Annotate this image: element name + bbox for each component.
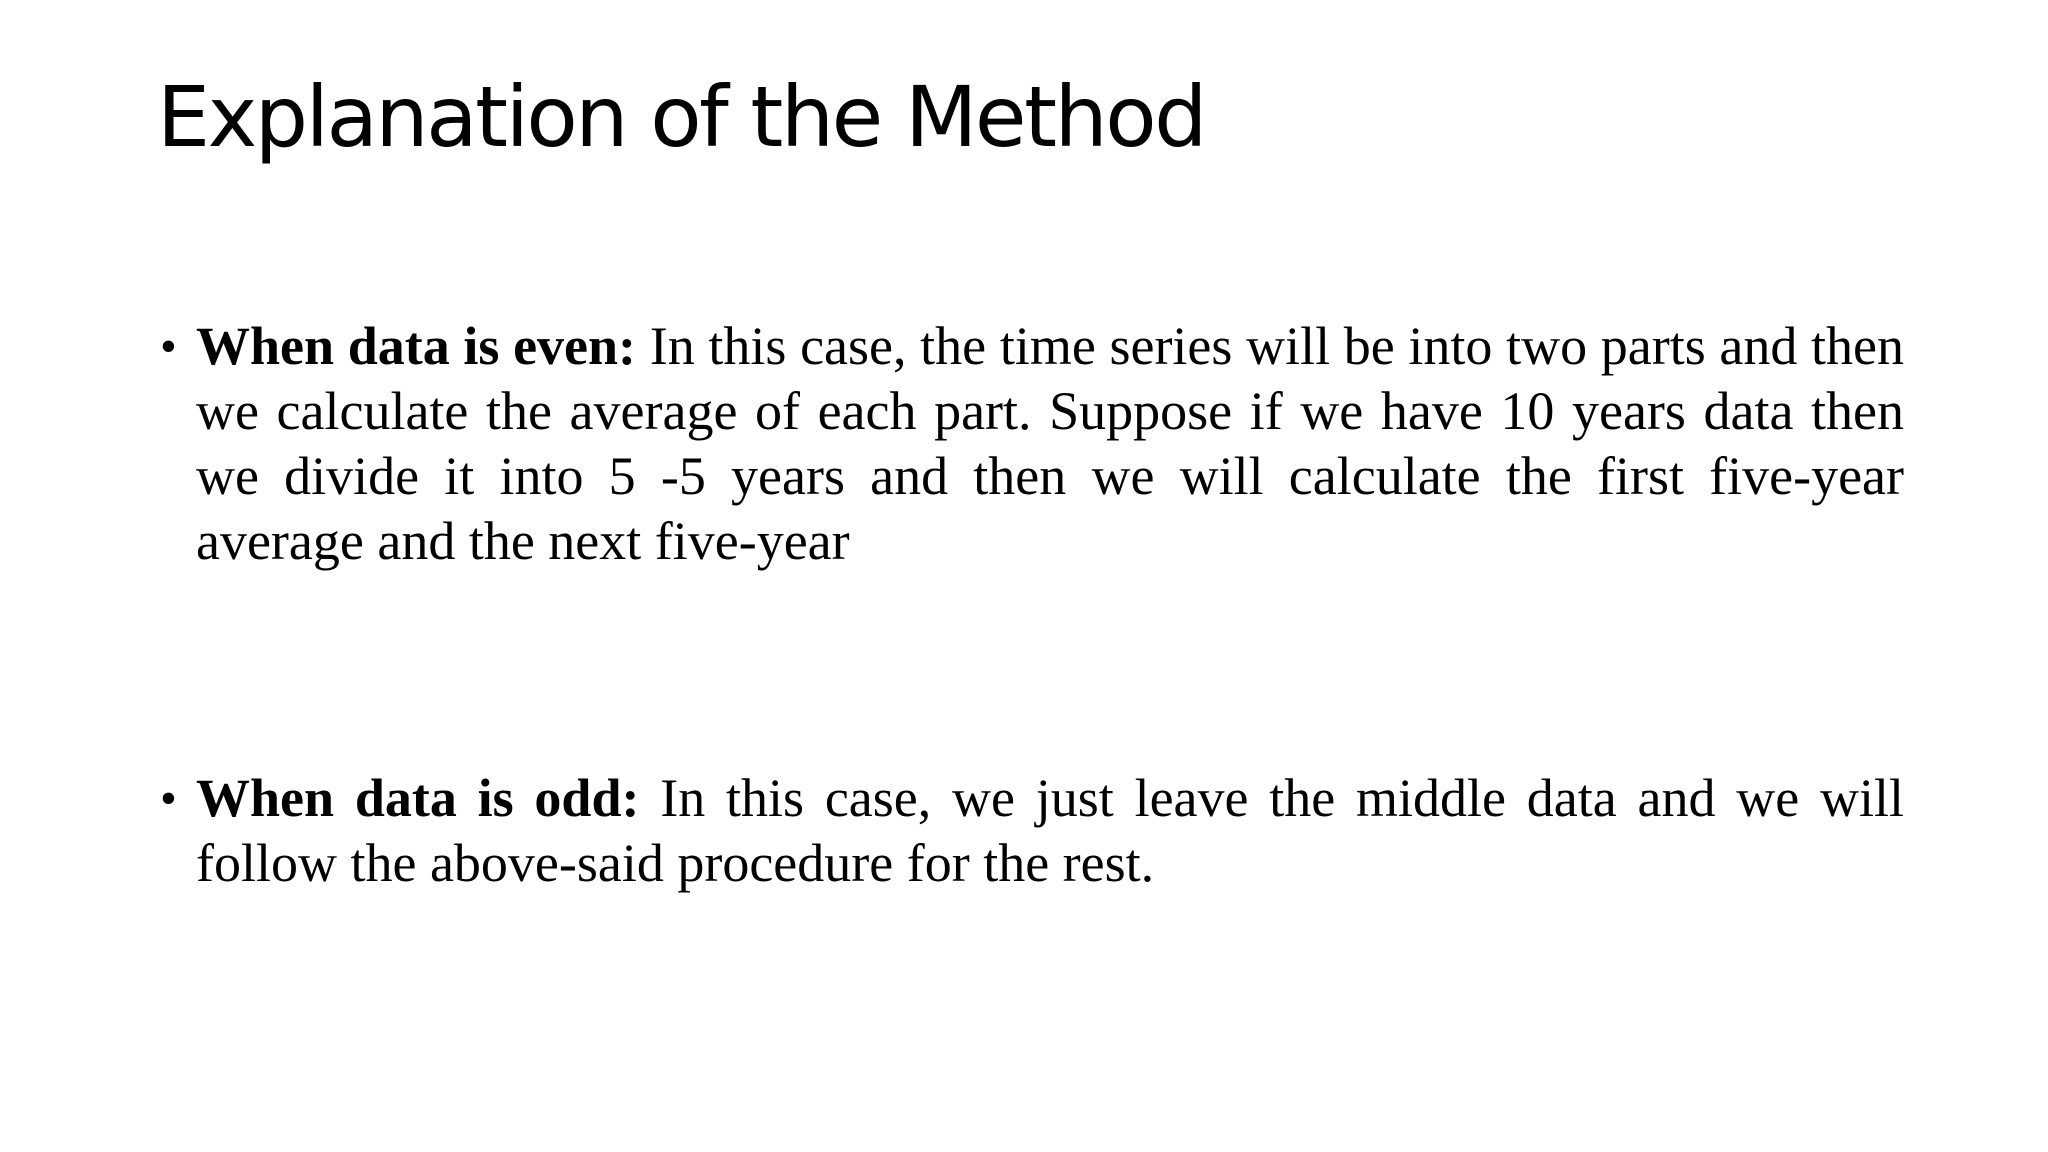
bullet-text-odd [196,766,1904,896]
slide-title: Explanation of the Method [157,68,1205,166]
bullet-lead-odd: When data is odd: [196,768,640,828]
bullet-marker: • [160,320,177,373]
bullet-body-odd: In this case, we just leave the middle data and we will follow the above-said procedure for the rest. [196,768,1905,893]
bullet-item-even [160,314,1904,574]
bullet-marker: • [160,772,177,825]
bullet-lead-even: When data is even: [196,316,637,376]
bullet-text-even [196,314,1904,574]
bullet-body-even: In this case, the time series will be into two parts and then we calculate the average of each part. Suppose if we have 10 years data then we divide it into 5 -5 years and then we will calculate the first five-year average and the next five-year [196,316,1905,571]
bullet-item-odd [160,766,1904,896]
